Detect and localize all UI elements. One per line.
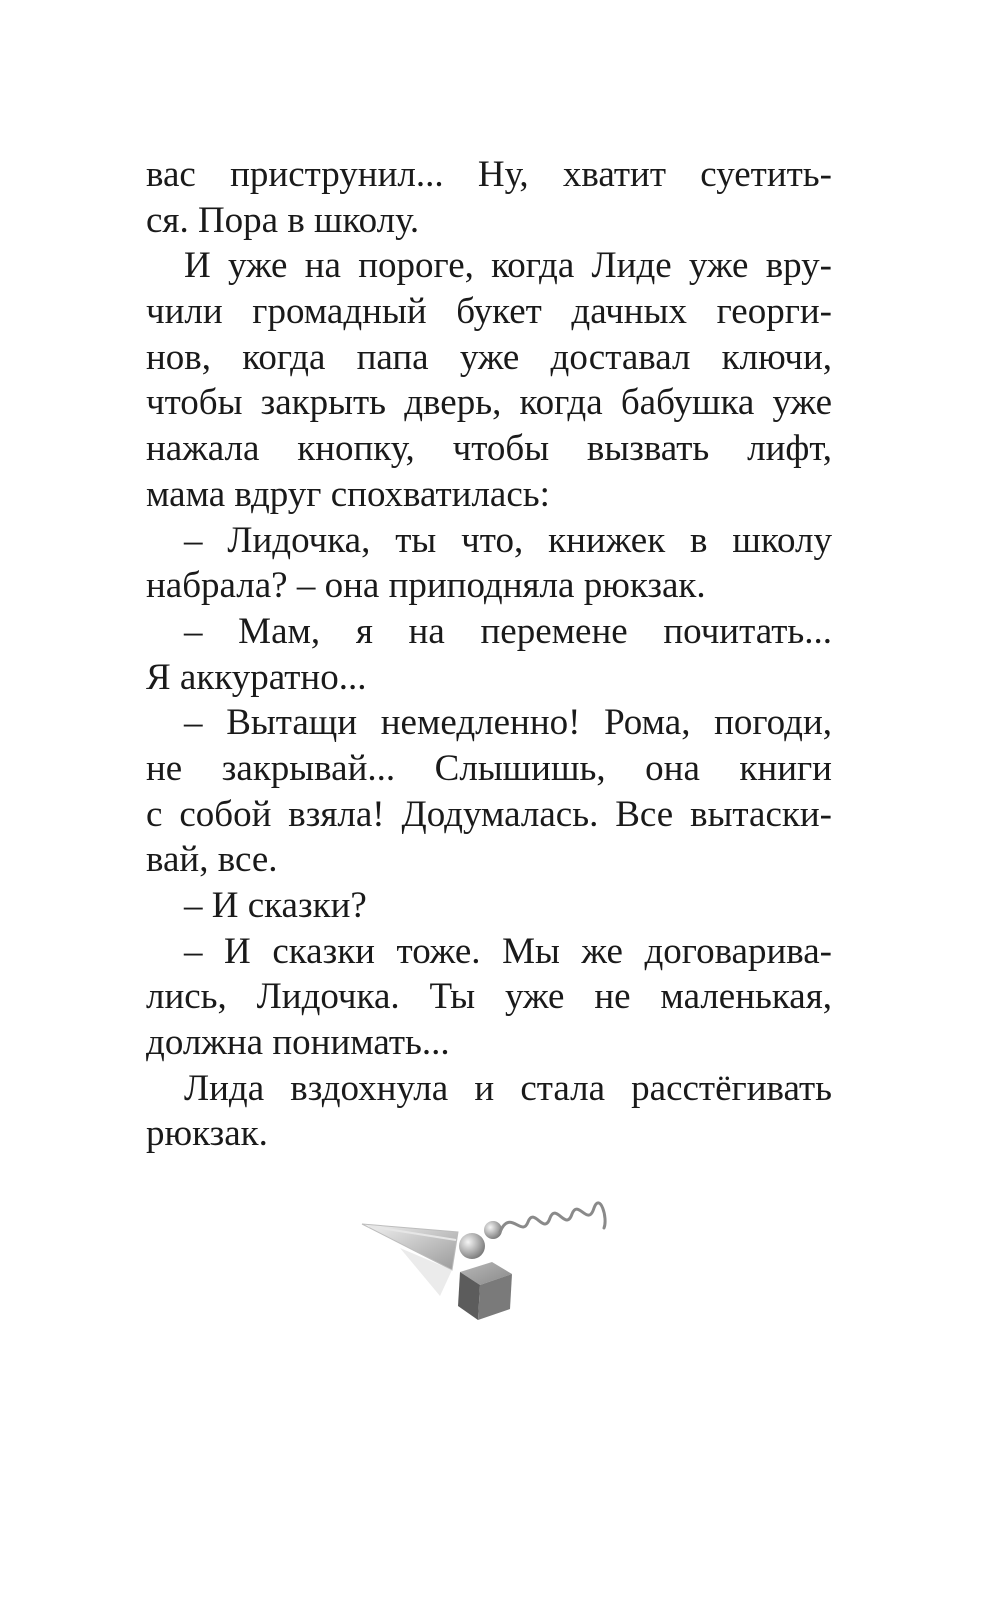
text-line: должна понимать...: [146, 1022, 450, 1064]
text-line: – И сказки?: [184, 885, 367, 926]
body-text: [146, 152, 832, 1157]
text-line: рюкзак.: [146, 1113, 268, 1155]
text-line: мама вдруг спохватилась:: [146, 473, 550, 515]
text-line: ся. Пора в школу.: [146, 199, 420, 241]
text-line: – И сказки тоже. Мы же договарива-: [184, 930, 832, 972]
jack-in-the-box-icon: [360, 1188, 610, 1328]
text-line: И уже на пороге, когда Лиде уже вру-: [184, 245, 832, 287]
text-line: вай, все.: [146, 839, 278, 881]
text-line: – Мам, я на перемене почитать...: [184, 610, 832, 652]
text-line: нов, когда папа уже доставал ключи,: [146, 336, 832, 378]
text-line: Я аккуратно...: [146, 656, 367, 698]
text-line: – Лидочка, ты что, книжек в школу: [184, 519, 832, 561]
text-line: не закрывай... Слышишь, она книги: [146, 747, 832, 789]
text-line: нажала кнопку, чтобы вызвать лифт,: [146, 428, 832, 470]
text-line: набрала? – она приподняла рюкзак.: [146, 565, 706, 607]
text-line: чили громадный букет дачных георги-: [146, 291, 832, 333]
text-line: с собой взяла! Додумалась. Все вытаски-: [146, 793, 832, 835]
text-line: – Вытащи немедленно! Рома, погоди,: [184, 702, 832, 744]
text-line: Лида вздохнула и стала расстёгивать: [184, 1067, 832, 1109]
text-line: лись, Лидочка. Ты уже не маленькая,: [146, 976, 832, 1018]
text-line: чтобы закрыть дверь, когда бабушка уже: [146, 382, 832, 424]
text-line: вас приструнил... Ну, хватит суетить-: [146, 154, 832, 195]
